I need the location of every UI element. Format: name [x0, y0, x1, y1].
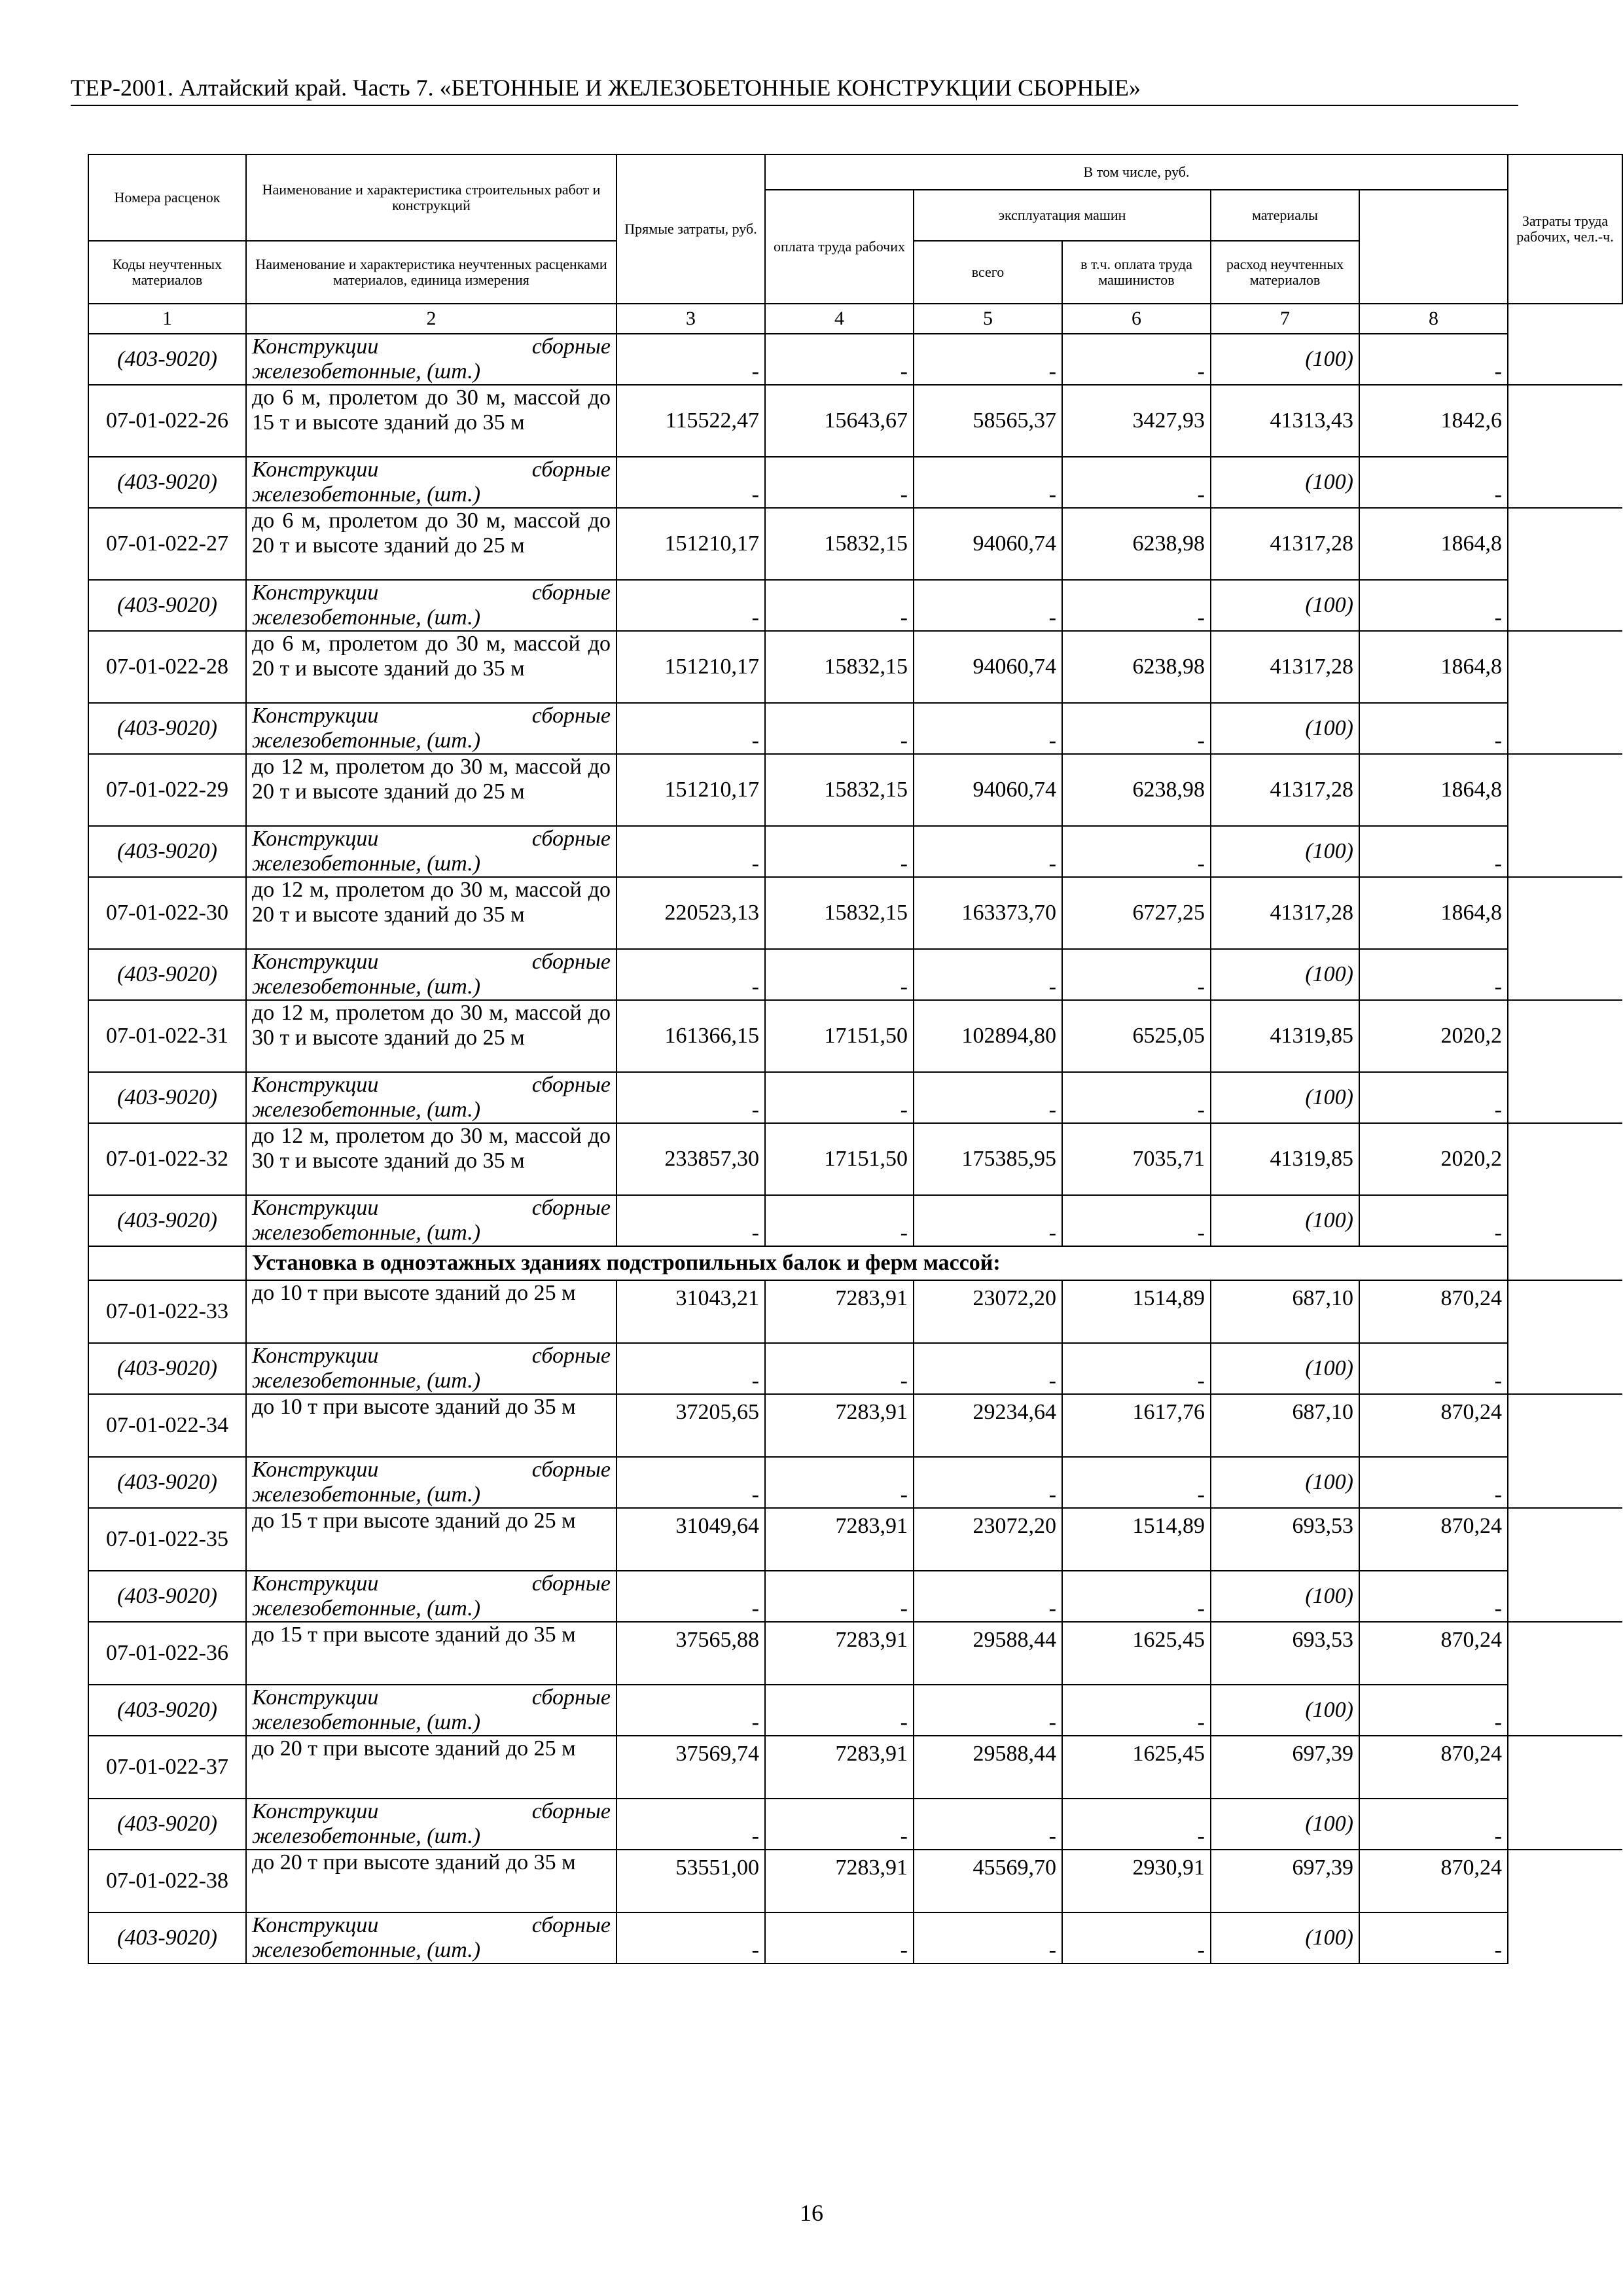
rate-value: 31043,21 [616, 1280, 765, 1343]
rate-value: 6238,98 [1062, 754, 1211, 826]
header-machines-group: эксплуатация машин [914, 190, 1211, 241]
rate-value: 41313,43 [1211, 385, 1359, 457]
material-value: - [616, 1072, 765, 1123]
rate-value: 29588,44 [914, 1622, 1062, 1685]
rate-code: 07-01-022-29 [88, 754, 246, 826]
rate-row [88, 508, 1622, 580]
rate-code: 07-01-022-28 [88, 631, 246, 703]
rate-value: 1625,45 [1062, 1736, 1211, 1799]
rate-value: 23072,20 [914, 1280, 1062, 1343]
material-value: - [1359, 1457, 1508, 1508]
rate-code: 07-01-022-26 [88, 385, 246, 457]
rate-code: 07-01-022-27 [88, 508, 246, 580]
rate-value: 41319,85 [1211, 1000, 1359, 1072]
rate-value: 7283,91 [765, 1736, 914, 1799]
rate-value: 870,24 [1359, 1280, 1508, 1343]
rate-value: 41317,28 [1211, 508, 1359, 580]
material-value: - [616, 1912, 765, 1964]
rate-value: 687,10 [1211, 1280, 1359, 1343]
rate-value: 2020,2 [1359, 1123, 1508, 1195]
material-row [88, 580, 1622, 631]
material-value: - [1359, 334, 1508, 385]
material-value: - [1359, 580, 1508, 631]
material-code: (403-9020) [88, 949, 246, 1000]
column-number: 4 [765, 304, 914, 334]
rate-row [88, 631, 1622, 703]
rate-value: 161366,15 [616, 1000, 765, 1072]
material-name: Конструкции сборные железобетонные, (шт.) [246, 703, 616, 754]
rate-value: 1864,8 [1359, 754, 1508, 826]
material-value: - [1062, 1072, 1211, 1123]
work-description: до 10 т при высоте зданий до 35 м [246, 1394, 616, 1457]
material-value: - [914, 1195, 1062, 1246]
rate-value: 94060,74 [914, 508, 1062, 580]
material-value: - [616, 949, 765, 1000]
material-name: Конструкции сборные железобетонные, (шт.) [246, 1343, 616, 1394]
header-material-codes: Коды неучтенных материалов [88, 241, 246, 304]
work-description: до 12 м, пролетом до 30 м, массой до 30 т и высоте зданий до 25 м [246, 1000, 616, 1072]
material-value: - [914, 457, 1062, 508]
rate-value: 233857,30 [616, 1123, 765, 1195]
rate-value: 1842,6 [1359, 385, 1508, 457]
rate-value: 15832,15 [765, 754, 914, 826]
rate-row [88, 1280, 1622, 1343]
material-row [88, 1343, 1622, 1394]
material-name: Конструкции сборные железобетонные, (шт.) [246, 1571, 616, 1622]
material-value: - [1062, 457, 1211, 508]
material-value: - [914, 1343, 1062, 1394]
rate-value: 1864,8 [1359, 508, 1508, 580]
material-row [88, 1685, 1622, 1736]
material-value: - [1062, 1571, 1211, 1622]
material-value: - [765, 826, 914, 877]
material-value: - [616, 457, 765, 508]
rate-value: 7283,91 [765, 1622, 914, 1685]
work-description: до 12 м, пролетом до 30 м, массой до 30 т и высоте зданий до 35 м [246, 1123, 616, 1195]
rate-value: 45569,70 [914, 1850, 1062, 1912]
material-code: (403-9020) [88, 1072, 246, 1123]
work-description: до 10 т при высоте зданий до 25 м [246, 1280, 616, 1343]
material-value: - [914, 1072, 1062, 1123]
column-numbers-row [88, 304, 1622, 334]
material-value: - [1062, 1343, 1211, 1394]
rate-value: 1864,8 [1359, 877, 1508, 949]
material-value: - [1062, 1799, 1211, 1850]
material-value: - [616, 826, 765, 877]
material-value: - [1062, 703, 1211, 754]
rate-value: 6525,05 [1062, 1000, 1211, 1072]
material-value: - [1062, 1685, 1211, 1736]
column-number: 8 [1359, 304, 1508, 334]
column-number: 6 [1062, 304, 1211, 334]
rate-value: 7283,91 [765, 1394, 914, 1457]
rate-value: 7283,91 [765, 1508, 914, 1571]
material-name: Конструкции сборные железобетонные, (шт.) [246, 1195, 616, 1246]
material-code: (403-9020) [88, 1571, 246, 1622]
rate-value: 6238,98 [1062, 508, 1211, 580]
material-value: - [1062, 334, 1211, 385]
material-value: - [616, 703, 765, 754]
rate-value: 94060,74 [914, 754, 1062, 826]
rate-value: 870,24 [1359, 1622, 1508, 1685]
rate-value: 29588,44 [914, 1736, 1062, 1799]
rate-row [88, 1394, 1622, 1457]
material-value: - [914, 949, 1062, 1000]
material-value: - [1359, 703, 1508, 754]
rate-value: 151210,17 [616, 754, 765, 826]
material-row [88, 457, 1622, 508]
material-name: Конструкции сборные железобетонные, (шт.) [246, 1912, 616, 1964]
rate-value: 37569,74 [616, 1736, 765, 1799]
material-name: Конструкции сборные железобетонные, (шт.) [246, 1685, 616, 1736]
rate-value: 41317,28 [1211, 631, 1359, 703]
rate-value: 37205,65 [616, 1394, 765, 1457]
material-consumption-value: (100) [1211, 457, 1359, 508]
section-title: Установка в одноэтажных зданиях подстропильных балок и ферм массой: [246, 1246, 1508, 1280]
material-code: (403-9020) [88, 580, 246, 631]
material-value: - [1062, 1457, 1211, 1508]
rate-value: 2020,2 [1359, 1000, 1508, 1072]
material-row [88, 826, 1622, 877]
material-name: Конструкции сборные железобетонные, (шт.) [246, 949, 616, 1000]
rate-value: 697,39 [1211, 1736, 1359, 1799]
material-value: - [765, 580, 914, 631]
rate-code: 07-01-022-37 [88, 1736, 246, 1799]
material-value: - [1062, 826, 1211, 877]
work-description: до 20 т при высоте зданий до 25 м [246, 1736, 616, 1799]
header-direct-costs: Прямые затраты, руб. [616, 154, 765, 304]
rate-code: 07-01-022-32 [88, 1123, 246, 1195]
material-value: - [914, 703, 1062, 754]
material-value: - [765, 1457, 914, 1508]
material-code: (403-9020) [88, 1685, 246, 1736]
material-code: (403-9020) [88, 1195, 246, 1246]
rate-code: 07-01-022-38 [88, 1850, 246, 1912]
column-number: 1 [88, 304, 246, 334]
material-value: - [1062, 580, 1211, 631]
column-number: 5 [914, 304, 1062, 334]
rate-value: 870,24 [1359, 1394, 1508, 1457]
material-value: - [616, 1571, 765, 1622]
header-work-name: Наименование и характеристика строительных работ и конструкций [246, 154, 616, 241]
material-row [88, 334, 1622, 385]
material-value: - [914, 580, 1062, 631]
header-rate-numbers: Номера расценок [88, 154, 246, 241]
material-value: - [914, 1571, 1062, 1622]
material-code: (403-9020) [88, 1343, 246, 1394]
rate-value: 41319,85 [1211, 1123, 1359, 1195]
material-code: (403-9020) [88, 1457, 246, 1508]
material-value: - [616, 580, 765, 631]
material-consumption-value: (100) [1211, 1457, 1359, 1508]
material-value: - [765, 1072, 914, 1123]
material-value: - [914, 1799, 1062, 1850]
section-code-cell [88, 1246, 246, 1280]
rate-value: 7283,91 [765, 1850, 914, 1912]
material-value: - [914, 1912, 1062, 1964]
material-value: - [914, 1457, 1062, 1508]
material-value: - [765, 1195, 914, 1246]
rate-code: 07-01-022-34 [88, 1394, 246, 1457]
rate-row [88, 877, 1622, 949]
rate-value: 15643,67 [765, 385, 914, 457]
material-code: (403-9020) [88, 826, 246, 877]
rate-value: 23072,20 [914, 1508, 1062, 1571]
material-name: Конструкции сборные железобетонные, (шт.) [246, 334, 616, 385]
material-row [88, 1912, 1622, 1964]
material-value: - [914, 334, 1062, 385]
material-value: - [765, 1799, 914, 1850]
material-value: - [616, 1799, 765, 1850]
rate-code: 07-01-022-35 [88, 1508, 246, 1571]
material-value: - [765, 703, 914, 754]
rate-value: 17151,50 [765, 1000, 914, 1072]
work-description: до 12 м, пролетом до 30 м, массой до 20 т и высоте зданий до 25 м [246, 754, 616, 826]
material-value: - [765, 1685, 914, 1736]
work-description: до 6 м, пролетом до 30 м, массой до 20 т и высоте зданий до 25 м [246, 508, 616, 580]
rate-value: 41317,28 [1211, 754, 1359, 826]
rate-value: 15832,15 [765, 508, 914, 580]
running-header: ТЕР-2001. Алтайский край. Часть 7. «БЕТОННЫЕ И ЖЕЛЕЗОБЕТОННЫЕ КОНСТРУКЦИИ СБОРНЫЕ» [71, 75, 1141, 101]
material-consumption-value: (100) [1211, 580, 1359, 631]
material-consumption-value: (100) [1211, 1571, 1359, 1622]
rate-value: 31049,64 [616, 1508, 765, 1571]
material-consumption-value: (100) [1211, 1343, 1359, 1394]
material-consumption-value: (100) [1211, 1072, 1359, 1123]
material-value: - [765, 949, 914, 1000]
work-description: до 15 т при высоте зданий до 25 м [246, 1508, 616, 1571]
rate-value: 1864,8 [1359, 631, 1508, 703]
header-divider [71, 105, 1518, 106]
material-row [88, 1799, 1622, 1850]
rate-value: 687,10 [1211, 1394, 1359, 1457]
column-number: 7 [1211, 304, 1359, 334]
rate-row [88, 385, 1622, 457]
material-value: - [914, 826, 1062, 877]
material-consumption-value: (100) [1211, 1912, 1359, 1964]
work-description: до 20 т при высоте зданий до 35 м [246, 1850, 616, 1912]
header-including-group: В том числе, руб. [765, 154, 1508, 190]
header-machines-total: всего [914, 241, 1062, 304]
section-row [88, 1246, 1622, 1280]
material-consumption-value: (100) [1211, 1195, 1359, 1246]
material-row [88, 949, 1622, 1000]
material-code: (403-9020) [88, 703, 246, 754]
rate-value: 7035,71 [1062, 1123, 1211, 1195]
work-description: до 15 т при высоте зданий до 35 м [246, 1622, 616, 1685]
rate-value: 163373,70 [914, 877, 1062, 949]
work-description: до 12 м, пролетом до 30 м, массой до 20 т и высоте зданий до 35 м [246, 877, 616, 949]
rate-value: 175385,95 [914, 1123, 1062, 1195]
material-value: - [765, 334, 914, 385]
rate-value: 15832,15 [765, 631, 914, 703]
material-code: (403-9020) [88, 457, 246, 508]
material-name: Конструкции сборные железобетонные, (шт.) [246, 580, 616, 631]
material-value: - [616, 1195, 765, 1246]
material-value: - [1359, 1571, 1508, 1622]
rate-value: 2930,91 [1062, 1850, 1211, 1912]
page-number: 16 [800, 2200, 823, 2226]
material-value: - [1062, 1195, 1211, 1246]
material-consumption-value: (100) [1211, 949, 1359, 1000]
rate-value: 870,24 [1359, 1850, 1508, 1912]
material-value: - [1359, 1072, 1508, 1123]
material-value: - [1359, 826, 1508, 877]
material-code: (403-9020) [88, 334, 246, 385]
material-row [88, 703, 1622, 754]
header-machinist-pay: в т.ч. оплата труда машинистов [1062, 241, 1211, 304]
material-consumption-value: (100) [1211, 1799, 1359, 1850]
rate-value: 697,39 [1211, 1850, 1359, 1912]
rate-row [88, 1736, 1622, 1799]
material-name: Конструкции сборные железобетонные, (шт.) [246, 457, 616, 508]
column-number: 3 [616, 304, 765, 334]
material-consumption-value: (100) [1211, 703, 1359, 754]
rate-value: 1514,89 [1062, 1280, 1211, 1343]
rate-value: 220523,13 [616, 877, 765, 949]
rate-value: 15832,15 [765, 877, 914, 949]
rate-value: 1514,89 [1062, 1508, 1211, 1571]
rate-value: 6727,25 [1062, 877, 1211, 949]
material-value: - [1359, 1195, 1508, 1246]
rate-value: 870,24 [1359, 1508, 1508, 1571]
header-material-name: Наименование и характеристика неучтенных расценками материалов, единица измерения [246, 241, 616, 304]
rate-value: 41317,28 [1211, 877, 1359, 949]
rate-value: 17151,50 [765, 1123, 914, 1195]
rate-value: 37565,88 [616, 1622, 765, 1685]
rate-value: 870,24 [1359, 1736, 1508, 1799]
material-value: - [765, 457, 914, 508]
rate-value: 58565,37 [914, 385, 1062, 457]
material-value: - [1062, 1912, 1211, 1964]
material-name: Конструкции сборные железобетонные, (шт.) [246, 826, 616, 877]
material-value: - [616, 1457, 765, 1508]
material-value: - [1359, 1343, 1508, 1394]
material-code: (403-9020) [88, 1799, 246, 1850]
rate-value: 94060,74 [914, 631, 1062, 703]
material-value: - [1359, 1799, 1508, 1850]
rate-value: 3427,93 [1062, 385, 1211, 457]
material-value: - [616, 1685, 765, 1736]
material-name: Конструкции сборные железобетонные, (шт.) [246, 1799, 616, 1850]
rate-value: 29234,64 [914, 1394, 1062, 1457]
rate-row [88, 1622, 1622, 1685]
rate-code: 07-01-022-33 [88, 1280, 246, 1343]
material-value: - [765, 1343, 914, 1394]
rate-value: 6238,98 [1062, 631, 1211, 703]
price-table [88, 154, 1623, 1964]
material-value: - [914, 1685, 1062, 1736]
rate-value: 1617,76 [1062, 1394, 1211, 1457]
material-row [88, 1457, 1622, 1508]
rate-value: 151210,17 [616, 508, 765, 580]
material-value: - [1062, 949, 1211, 1000]
rate-code: 07-01-022-36 [88, 1622, 246, 1685]
material-value: - [1359, 1685, 1508, 1736]
column-number: 2 [246, 304, 616, 334]
rate-value: 693,53 [1211, 1508, 1359, 1571]
rate-code: 07-01-022-31 [88, 1000, 246, 1072]
material-value: - [1359, 1912, 1508, 1964]
material-consumption-value: (100) [1211, 334, 1359, 385]
material-row [88, 1072, 1622, 1123]
work-description: до 6 м, пролетом до 30 м, массой до 20 т и высоте зданий до 35 м [246, 631, 616, 703]
rate-value: 115522,47 [616, 385, 765, 457]
material-row [88, 1195, 1622, 1246]
rate-value: 151210,17 [616, 631, 765, 703]
rate-value: 7283,91 [765, 1280, 914, 1343]
work-description: до 6 м, пролетом до 30 м, массой до 15 т и высоте зданий до 35 м [246, 385, 616, 457]
material-consumption-value: (100) [1211, 1685, 1359, 1736]
material-value: - [616, 334, 765, 385]
header-materials-group: материалы [1211, 190, 1359, 241]
material-consumption-value: (100) [1211, 826, 1359, 877]
rate-value: 693,53 [1211, 1622, 1359, 1685]
material-value: - [765, 1912, 914, 1964]
rate-value: 53551,00 [616, 1850, 765, 1912]
material-code: (403-9020) [88, 1912, 246, 1964]
rate-value: 1625,45 [1062, 1622, 1211, 1685]
material-value: - [1359, 949, 1508, 1000]
material-value: - [616, 1343, 765, 1394]
rate-row [88, 754, 1622, 826]
rate-row [88, 1123, 1622, 1195]
material-value: - [1359, 457, 1508, 508]
rate-code: 07-01-022-30 [88, 877, 246, 949]
rate-row [88, 1850, 1622, 1912]
header-worker-pay: оплата труда рабочих [765, 190, 914, 304]
rate-row [88, 1508, 1622, 1571]
material-name: Конструкции сборные железобетонные, (шт.) [246, 1457, 616, 1508]
material-value: - [765, 1571, 914, 1622]
material-name: Конструкции сборные железобетонные, (шт.) [246, 1072, 616, 1123]
rate-row [88, 1000, 1622, 1072]
header-material-consumption: расход неучтенных материалов [1211, 241, 1359, 304]
material-row [88, 1571, 1622, 1622]
rate-value: 102894,80 [914, 1000, 1062, 1072]
header-labor-hours: Затраты труда рабочих, чел.-ч. [1508, 154, 1622, 304]
